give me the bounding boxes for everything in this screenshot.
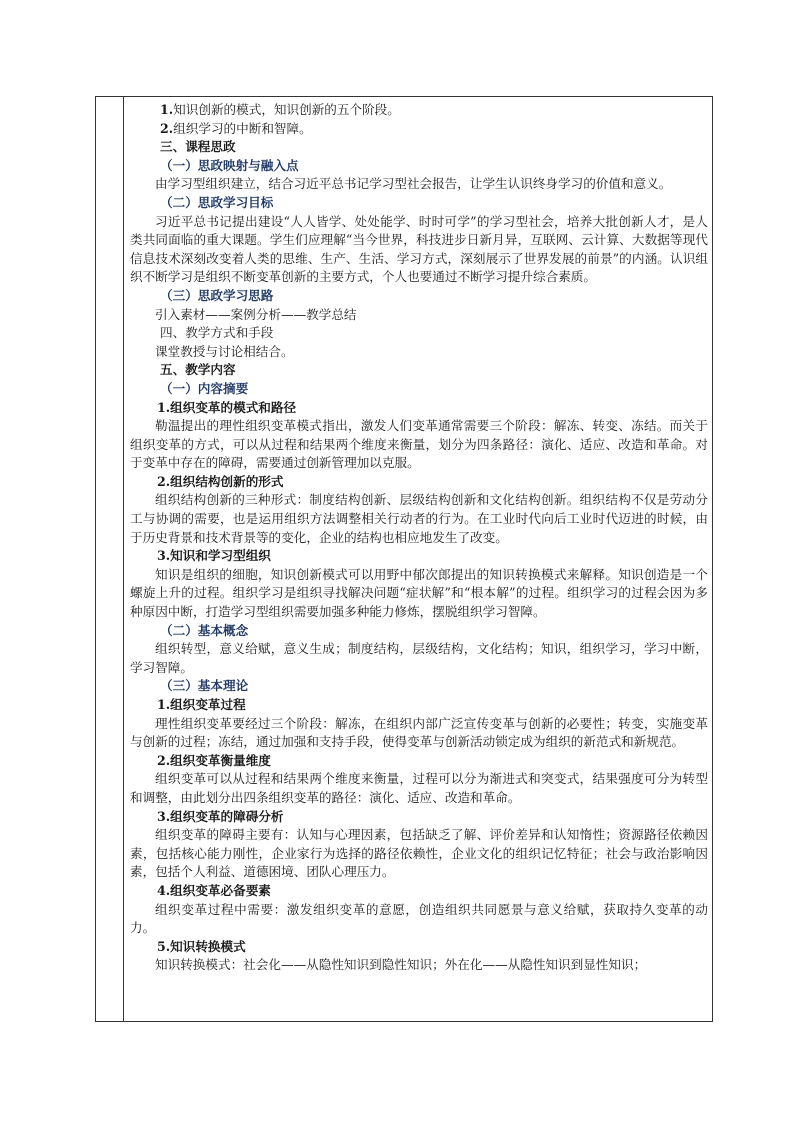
subsection-heading: （二）思政学习目标 xyxy=(160,194,274,210)
paragraph: 引入素材——案例分析——教学总结 xyxy=(155,306,357,322)
topic-heading: 2.组织变革衡量维度 xyxy=(157,752,271,768)
subsection-heading: （三）思政学习思路 xyxy=(160,287,274,303)
paragraph: 知识是组织的细胞，知识创新模式可以用野中郁次郎提出的知识转换模式来解释。知识创造是一个螺旋上升的过程。组织学习是组织寻找解决问题“症状解”和“根本解”的过程。组织学习的过程会因为多种原因中断，打造学习型组织需要加强多种能力修炼，摆脱组织学习智障。 xyxy=(130,566,708,620)
topic-heading: 1.组织变革过程 xyxy=(157,697,246,712)
topic-heading: 1.组织变革的模式和路径 xyxy=(157,399,297,415)
section-heading: 五、教学内容 xyxy=(160,362,236,378)
subsection-heading: （三）基本理论 xyxy=(160,678,249,694)
topic-heading: 3.知识和学习型组织 xyxy=(157,548,271,564)
table-content-cell xyxy=(130,101,708,1019)
section-heading: 三、课程思政 xyxy=(160,139,236,155)
topic-heading: 2.组织结构创新的形式 xyxy=(157,473,284,489)
list-item: 2.组织学习的中断和智障。 xyxy=(160,120,312,136)
paragraph: 勒温提出的理性组织变革模式指出，激发人们变革通常需要三个阶段：解冻、转变、冻结。而关于组织变革的方式，可以从过程和结果两个维度来衡量，划分为四条路径：演化、适应、改造和革命。对于变革中存在的障碍，需要通过创新管理加以克服。 xyxy=(130,418,708,471)
subsection-heading: （二）基本概念 xyxy=(160,622,249,638)
paragraph: 由学习型组织建立，结合习近平总书记学习型社会报告，让学生认识终身学习的价值和意义。 xyxy=(155,176,672,192)
topic-heading: 4.组织变革必备要素 xyxy=(157,882,271,898)
paragraph: 课堂教授与讨论相结合。 xyxy=(155,343,294,359)
subsection-heading: （一）内容摘要 xyxy=(160,380,249,396)
paragraph: 组织转型，意义给赋，意义生成；制度结构，层级结构，文化结构；知识，组织学习，学习中断，学习智障。 xyxy=(130,641,708,675)
paragraph: 组织变革的障碍主要有：认知与心理因素，包括缺乏了解、评价差异和认知惰性；资源路径依赖因素，包括核心能力刚性，企业家行为选择的路径依赖性，企业文化的组织记忆特征；社会与政治影响因素，包括个人利益、道德困境、团队心理压力。 xyxy=(130,827,708,880)
topic-heading: 5.知识转换模式 xyxy=(157,938,246,954)
paragraph: 组织变革过程中需要：激发组织变革的意愿，创造组织共同愿景与意义给赋，获取持久变革的动力。 xyxy=(130,901,708,936)
paragraph: 理性组织变革要经过三个阶段：解冻，在组织内部广泛宣传变革与创新的必要性；转变，实施变革与创新的过程；冻结，通过加强和支持手段，使得变革与创新活动锁定成为组织的新范式和新规范。 xyxy=(130,715,708,750)
paragraph: 知识转换模式：社会化——从隐性知识到隐性知识；外在化——从隐性知识到显性知识； xyxy=(155,957,647,973)
list-item: 1.知识创新的模式，知识创新的五个阶段。 xyxy=(160,102,400,117)
paragraph: 组织结构创新的三种形式：制度结构创新、层级结构创新和文化结构创新。组织结构不仅是劳动分工与协调的需要，也是运用组织方法调整相关行动者的行为。在工业时代向后工业时代迈进的时候，由于历史背景和技术背景等的变化，企业的结构也相应地发生了改变。 xyxy=(130,492,708,545)
paragraph: 组织变革可以从过程和结果两个维度来衡量，过程可以分为渐进式和突变式，结果强度可分为转型和调整，由此划分出四条组织变革的路径：演化、适应、改造和革命。 xyxy=(130,771,708,805)
topic-heading: 3.组织变革的障碍分析 xyxy=(157,808,284,824)
section-heading: 四、教学方式和手段 xyxy=(160,325,274,341)
course-table xyxy=(95,96,713,1022)
table-left-column xyxy=(96,97,124,1021)
subsection-heading: （一）思政映射与融入点 xyxy=(160,157,299,173)
paragraph: 习近平总书记提出建设“人人皆学、处处能学、时时可学”的学习型社会，培养大批创新人才，是人类共同面临的重大课题。学生们应理解“当今世界，科技进步日新月异，互联网、云计算、大数据等现代信息技术深刻改变着人类的思维、生产、生活、学习方式，深刻展示了世界发展的前景”的内涵。认识组织不断学习是组织不断变革创新的主要方式，个人也要通过不断学习提升综合素质。 xyxy=(130,213,708,285)
